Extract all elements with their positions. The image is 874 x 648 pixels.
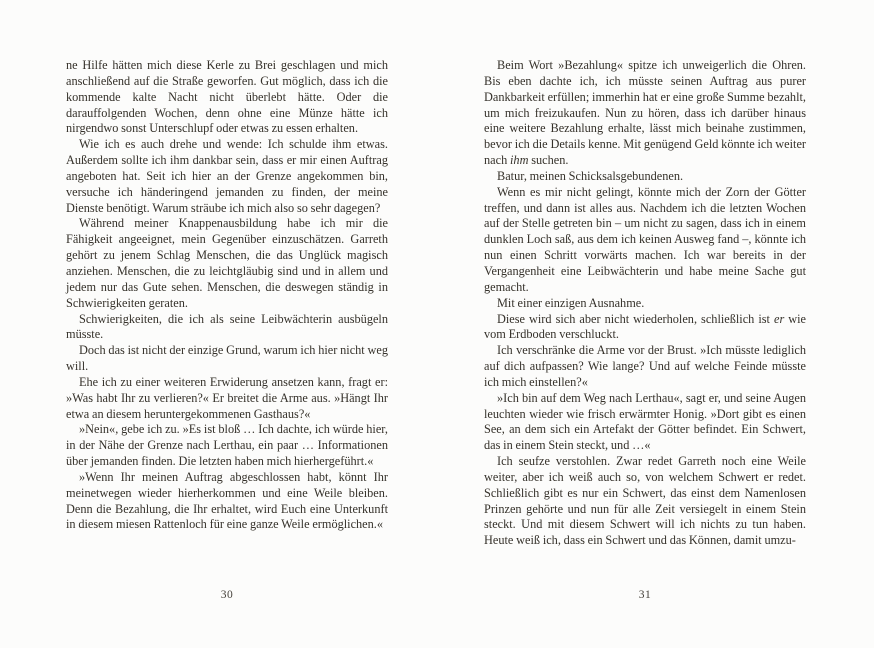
italic-text-run: ihm [510, 153, 529, 168]
text-run: Wenn es mir nicht gelingt, könnte mich der Zorn der Götter treffen, und dann ist alles aus. Nachdem ich die letzten Wochen auf der Stelle getreten bin – um nicht zu sagen, dass ich in einem dunklen Loch saß, aus dem ich keinen Ausweg fand –, könnte ich nun einen Schritt vorwärts machen. Ich war bereits in der Vergangenheit eine Leibwächterin und habe meine Sache gut gemacht. [484, 184, 806, 294]
text-run: »Nein«, gebe ich zu. »Es ist bloß … Ich dachte, ich würde hier, in der Nähe der Grenze nach Lerthau, ein paar … Informationen über jemanden finden. Die letzten haben mich hierhergeführt.« [66, 422, 388, 469]
text-run: suchen. [528, 153, 569, 168]
paragraph [66, 470, 388, 533]
text-run: »Wenn Ihr meinen Auftrag abgeschlossen habt, könnt Ihr meinetwegen wieder hierherkommen und eine Weile bleiben. Denn die Bezahlung, die Ihr erhaltet, wird Euch eine Unterkunft in diesem miesen Rattenloch für eine ganze Weile ermöglichen.« [66, 469, 388, 532]
text-run: Batur, meinen Schicksalsgebundenen. [497, 168, 684, 183]
text-run: Doch das ist nicht der einzige Grund, warum ich hier nicht weg will. [66, 343, 388, 374]
paragraph [66, 58, 388, 137]
paragraph [484, 343, 806, 391]
paragraph [484, 454, 806, 549]
paragraph [484, 185, 806, 296]
page-right-text-column [484, 58, 806, 549]
text-run: ne Hilfe hätten mich diese Kerle zu Brei geschlagen und mich anschließend auf die Straße geworfen. Gut möglich, dass ich die kommende kalte Nacht nicht überlebt hätte. Oder die darauffolgenden Wochen, denn ohne eine Münze hätte ich nirgendwo sonst Unterschlupf oder etwas zu essen erhalten. [66, 58, 388, 136]
text-run: Mit einer einzigen Ausnahme. [497, 295, 645, 310]
paragraph [66, 137, 388, 216]
paragraph [66, 343, 388, 375]
text-run: wie vom Erdboden verschluckt. [484, 311, 807, 342]
paragraph [66, 422, 388, 470]
paragraph [484, 58, 806, 169]
text-run: Beim Wort »Bezahlung« spitze ich unweigerlich die Ohren. Bis eben dachte ich, ich müsste seinen Auftrag aus purer Dankbarkeit erfüllen; immerhin hat er eine große Summe bezahlt, um mich freizukaufen. Nun zu hören, dass ich darüber hinaus eine weitere Bezahlung erhalte, lässt mich beinahe zustimmen, bevor ich die Details kenne. Mit genügend Geld könnte ich weiter nach [484, 58, 806, 168]
text-run: Ehe ich zu einer weiteren Erwiderung ansetzen kann, fragt er: »Was habt Ihr zu verlieren?« Er breitet die Arme aus. »Hängt Ihr etwa an diesem heruntergekommenen Gasthaus?« [66, 374, 388, 421]
paragraph [66, 375, 388, 423]
text-run: Schwierigkeiten, die ich als seine Leibwächterin ausbügeln müsste. [66, 311, 388, 342]
text-run: »Ich bin auf dem Weg nach Lerthau«, sagt er, und seine Augen leuchten wieder wie frisch erwärmter Honig. »Dort gibt es einen See, an dem sich ein Artefakt der Götter befindet. Ein Schwert, das in einem Stein steckt, und …« [484, 390, 806, 453]
page-left-text-column [66, 58, 388, 533]
page-left [66, 58, 388, 533]
text-run: Während meiner Knappenausbildung habe ich mir die Fähigkeit angeeignet, mein Gegenüber einzuschätzen. Garreth gehört zu jenem Schlag Menschen, die das Unglück magisch anziehen. Menschen, die zu leichtgläubig sind und in allem und jedem nur das Gute sehen. Menschen, die deswegen ständig in Schwierigkeiten geraten. [66, 216, 388, 310]
paragraph [484, 169, 806, 185]
paragraph [66, 216, 388, 311]
paragraph [66, 312, 388, 344]
italic-text-run: er [773, 311, 785, 326]
text-run: Ich seufze verstohlen. Zwar redet Garreth noch eine Weile weiter, aber ich weiß auch so, von welchem Schwert er redet. Schließlich gibt es nur ein Schwert, das einst dem Namenlosen Prinzen gehörte und nun für alle Zeit versiegelt in einem Stein steckt. Und mit diesem Schwert will ich nichts zu tun haben. Heute weiß ich, dass ein Schwert und das Können, damit umzu- [484, 454, 806, 548]
page-number-left: 30 [220, 589, 234, 601]
page-right [484, 58, 806, 549]
text-run: Diese wird sich aber nicht wiederholen, schließlich ist [497, 311, 774, 326]
page-number-right: 31 [638, 589, 652, 601]
text-run: Ich verschränke die Arme vor der Brust. »Ich müsste lediglich auf dich aufpassen? Wie lange? Und auf welche Feinde müsste ich mich einstellen?« [484, 343, 806, 389]
text-run: Wie ich es auch drehe und wende: Ich schulde ihm etwas. Außerdem sollte ich ihm dankbar sein, dass er mir einen Auftrag angeboten hat. Seit ich hier an der Grenze angekommen bin, versuche ich händeringend jemanden zu finden, der meine Dienste benötigt. Warum sträube ich mich also so sehr dagegen? [66, 137, 388, 215]
paragraph [484, 312, 806, 344]
paragraph [484, 391, 806, 454]
paragraph [484, 296, 806, 312]
